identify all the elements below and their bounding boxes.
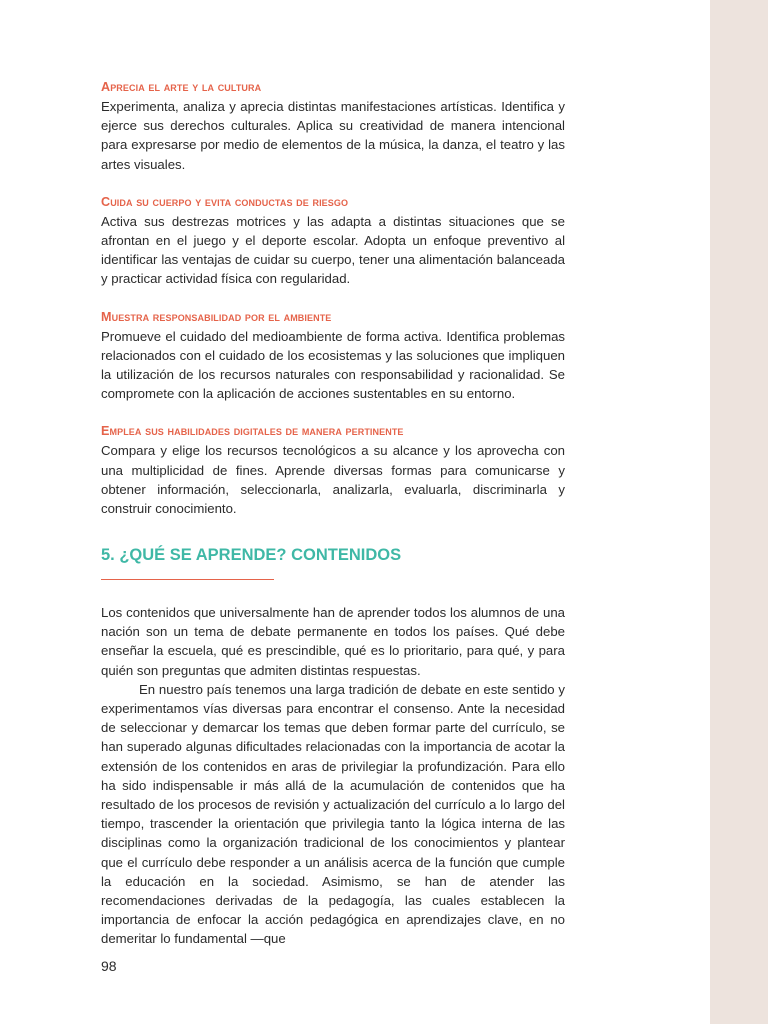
section-text: Activa sus destrezas motrices y las adapta a distintas situaciones que se afrontan en el juego y el deporte escolar. Adopta un enfoque preventivo al identificar las ventajas de cuidar su cuerpo, tener una alimentación balanceada y practicar actividad física con regularidad. [101,213,565,287]
section-heading: Cuida su cuerpo y evita conductas de riesgo [101,194,349,209]
chapter-title: 5. ¿QUÉ SE APRENDE? CONTENIDOS [101,546,402,564]
section-habilidades-digitales [101,422,565,518]
section-heading: Aprecia el arte y la cultura [101,80,262,94]
body-paragraph-2: En nuestro país tenemos una larga tradición de debate en este sentido y experimentamos vías diversas para encontrar el consenso. Ante la necesidad de seleccionar y demarcar los temas que deben formar parte del currículo, se han superado algunas dificultades relacionadas con la importancia de acotar la extensión de los contenidos en aras de privilegiar la profundización. Para ello ha sido indispensable ir más allá de la acumulación de contenidos que ha resultado de los procesos de revisión y actualización del currículo a lo largo del tiempo, trascender la orientación que privilegia tanto la lógica interna de las disciplinas como la organización tradicional de los conocimientos y plantear que el currículo debe responder a un análisis acerca de la función que cumple la educación en la sociedad. Asimismo, se han de atender las recomendaciones derivadas de la pedagogía, las cuales establecen la importancia de enfocar la acción pedagógica en aprendizajes clave, en no demeritar lo fundamental —que [101,681,565,947]
section-arte-cultura [101,78,565,174]
section-cuida-cuerpo [101,193,565,289]
section-text: Experimenta, analiza y aprecia distintas manifestaciones artísticas. Identifica y ejerce sus derechos culturales. Aplica su creatividad de manera intencional para expresarse por medio de elementos de la música, la danza, el teatro y las artes visuales. [101,99,565,172]
side-margin-band [710,0,768,1024]
body-text [101,603,565,949]
body-paragraph-1: Los contenidos que universalmente han de aprender todos los alumnos de una nación son un tema de debate permanente en todos los países. Qué debe enseñar la escuela, qué es prescindible, qué es lo prioritario, para qué, y para quién son preguntas que admiten distintas respuestas. [101,605,565,678]
section-ambiente [101,308,565,404]
page-number: 98 [101,958,117,974]
section-heading: Emplea sus habilidades digitales de manera pertinente [101,424,404,439]
competency-list [101,78,565,537]
section-text: Compara y elige los recursos tecnológicos a su alcance y los aprovecha con una multiplicidad de fines. Aprende diversas formas para comunicarse y obtener información, seleccionarla, analizarla, evaluarla, discriminarla y construir conocimiento. [101,443,565,517]
section-heading: Muestra responsabilidad por el ambiente [101,309,332,324]
title-underline-divider [101,579,274,580]
section-text: Promueve el cuidado del medioambiente de forma activa. Identifica problemas relacionados con el cuidado de los ecosistemas y las soluciones que impliquen la utilización de los recursos naturales con responsabilidad y racionalidad. Se compromete con la aplicación de acciones sustentables en su entorno. [101,328,565,402]
